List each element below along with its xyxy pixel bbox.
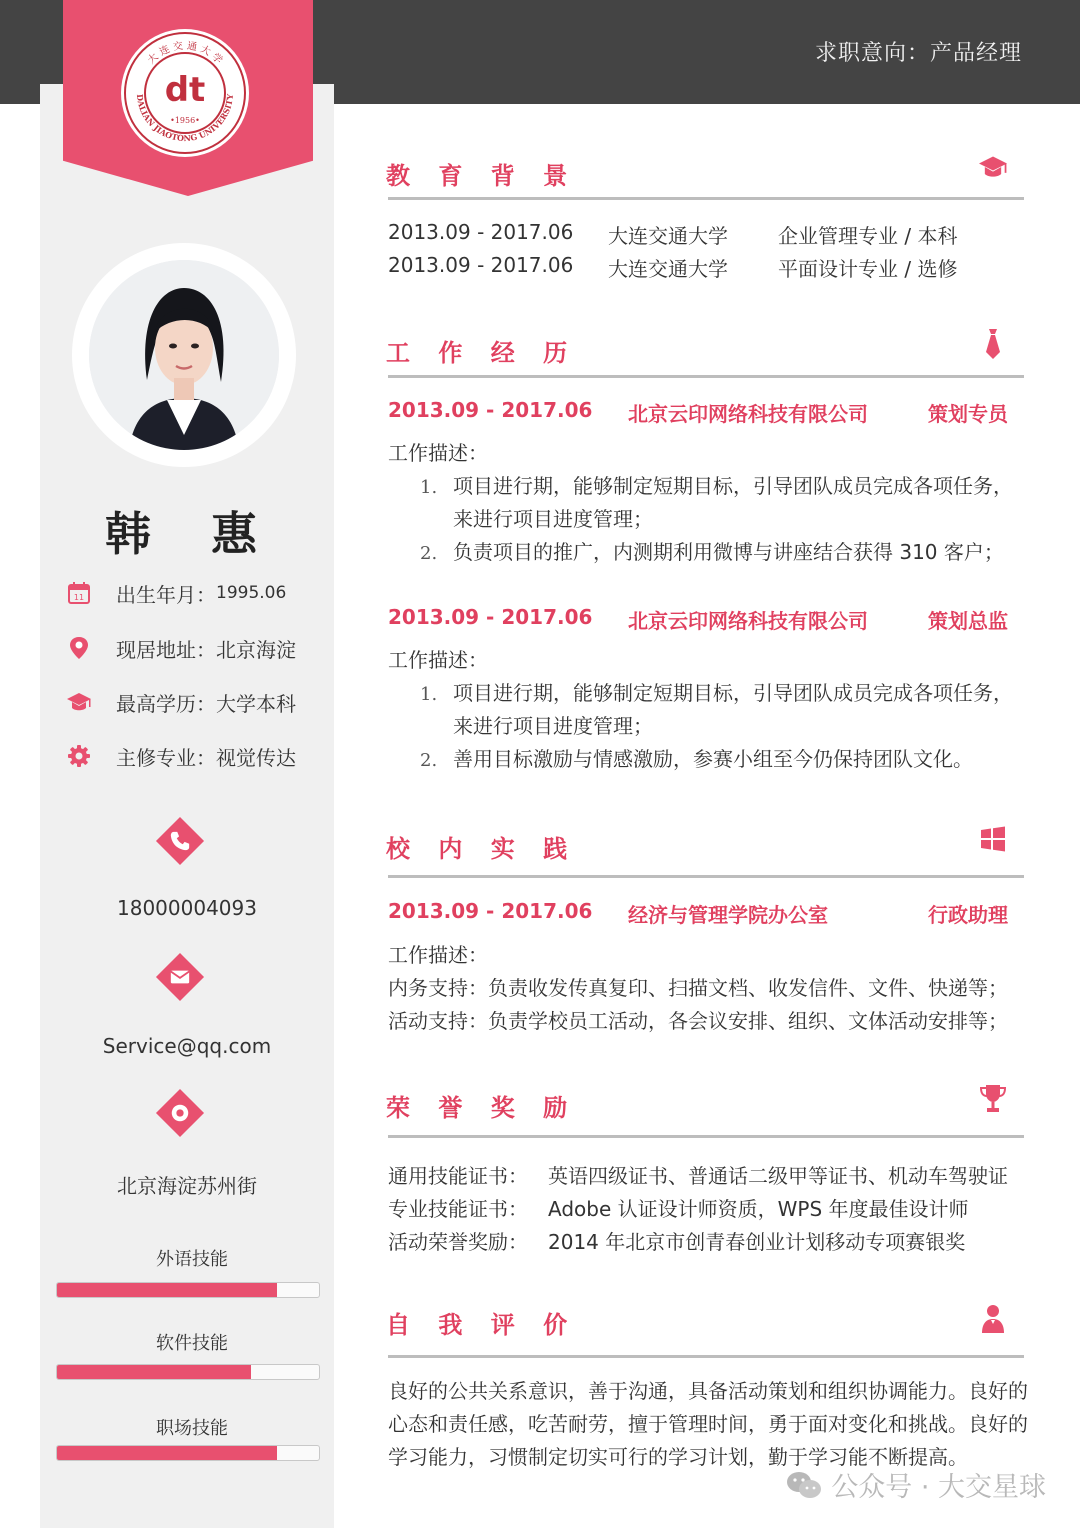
practice-desc-label: 工作描述： — [388, 943, 488, 967]
phone-number[interactable]: 18000004093 — [117, 896, 257, 920]
section-divider — [388, 1135, 1024, 1138]
list-number: 1. — [420, 684, 438, 705]
practice-date: 2013.09 - 2017.06 — [388, 899, 593, 923]
list-item — [420, 470, 1013, 531]
info-value: 1995.06 — [216, 583, 287, 603]
section-title-work: 工 作 经 历 — [386, 339, 578, 367]
windows-icon — [976, 822, 1010, 856]
list-text: 负责项目的推广，内测期利用微博与讲座结合获得 310 客户； — [453, 540, 1004, 564]
svg-text:11: 11 — [73, 593, 85, 602]
job-date: 2013.09 - 2017.06 — [388, 605, 593, 629]
university-logo — [121, 29, 249, 157]
logo-top-text: 大 连 交 通 大 学 — [145, 40, 225, 67]
job-date: 2013.09 - 2017.06 — [388, 398, 593, 422]
info-value: 视觉传达 — [216, 745, 296, 770]
honor-value: 2014 年北京市创青春创业计划移动专项赛银奖 — [548, 1230, 966, 1254]
list-text: 善用目标激励与情感激励，参赛小组至今仍保持团队文化。 — [453, 747, 973, 771]
user-icon — [976, 1302, 1010, 1336]
practice-org: 经济与管理学院办公室 — [628, 903, 828, 927]
info-label: 最高学历： — [116, 691, 216, 716]
watermark-text: 公众号 · 大交星球 — [831, 1472, 1046, 1503]
job-role: 策划总监 — [928, 609, 1008, 633]
practice-line: 活动支持：负责学校员工活动，各会议安排、组织、文体活动安排等； — [388, 1009, 1008, 1033]
edu-major: 平面设计专业 / 选修 — [778, 257, 958, 281]
job-desc-label: 工作描述： — [388, 441, 488, 465]
skill-bar-workplace — [56, 1445, 320, 1461]
skill-label: 职场技能 — [156, 1418, 228, 1439]
logo-english-text: DALIAN JIAOTONG UNIVERSITY — [134, 93, 236, 144]
practice-role: 行政助理 — [928, 903, 1008, 927]
info-value: 大学本科 — [216, 691, 296, 716]
location-icon — [155, 1088, 205, 1138]
edu-major: 企业管理专业 / 本科 — [778, 224, 958, 248]
necktie-icon — [976, 327, 1010, 361]
email-icon — [155, 952, 205, 1002]
wechat-icon — [785, 1470, 823, 1500]
job-intent: 求职意向：产品经理 — [814, 41, 1022, 66]
section-divider — [388, 1355, 1024, 1358]
watermark — [785, 1465, 1046, 1504]
self-eval-text: 良好的公共关系意识，善于沟通，具备活动策划和组织协调能力。良好的心态和责任感，吃苦耐劳，擅于管理时间，勇于面对变化和挑战。良好的学习能力，习惯制定切实可行的学习计划，勤于学习能不断提高。 — [388, 1379, 1028, 1469]
list-number: 2. — [420, 543, 438, 564]
info-label: 主修专业： — [116, 745, 216, 770]
info-label: 现居地址： — [116, 637, 216, 662]
section-title-practice: 校 内 实 践 — [386, 835, 578, 863]
honor-value: Adobe 认证设计师资质，WPS 年度最佳设计师 — [548, 1197, 969, 1221]
calendar-icon — [66, 580, 92, 606]
skill-label: 外语技能 — [156, 1249, 228, 1270]
skill-fill — [57, 1446, 277, 1460]
honor-label: 活动荣誉奖励： — [388, 1230, 528, 1254]
section-divider — [388, 375, 1024, 378]
info-birth — [66, 576, 286, 610]
candidate-name: 韩 惠 — [104, 507, 279, 561]
logo-monogram: dt — [164, 70, 206, 110]
phone-icon — [155, 816, 205, 866]
edu-date: 2013.09 - 2017.06 — [388, 220, 574, 244]
skill-bar-language — [56, 1282, 320, 1298]
info-address — [66, 631, 296, 665]
graduation-cap-icon — [66, 689, 92, 715]
list-item — [420, 743, 973, 777]
info-education — [66, 685, 296, 719]
section-divider — [388, 875, 1024, 878]
section-title-education: 教 育 背 景 — [386, 162, 578, 190]
skill-label: 软件技能 — [156, 1333, 228, 1354]
job-role: 策划专员 — [928, 402, 1008, 426]
job-company: 北京云印网络科技有限公司 — [628, 402, 868, 426]
list-text: 项目进行期，能够制定短期目标，引导团队成员完成各项任务，来进行项目进度管理； — [453, 474, 1013, 531]
section-title-honors: 荣 誉 奖 励 — [386, 1094, 578, 1122]
graduation-cap-icon — [976, 150, 1010, 184]
list-number: 1. — [420, 477, 438, 498]
skill-fill — [57, 1283, 277, 1297]
profile-photo — [89, 260, 279, 450]
info-value: 北京海淀 — [216, 637, 296, 662]
skill-bar-software — [56, 1364, 320, 1380]
email-address[interactable]: Service@qq.com — [102, 1034, 272, 1058]
edu-school: 大连交通大学 — [608, 257, 728, 281]
honor-value: 英语四级证书、普通话二级甲等证书、机动车驾驶证 — [548, 1164, 1008, 1188]
info-label: 出生年月： — [116, 582, 216, 607]
edu-date: 2013.09 - 2017.06 — [388, 253, 574, 277]
skill-fill — [57, 1365, 251, 1379]
logo-year: •1956• — [170, 116, 200, 125]
list-text: 项目进行期，能够制定短期目标，引导团队成员完成各项任务，来进行项目进度管理； — [453, 681, 1013, 738]
list-item — [420, 677, 1013, 738]
practice-line: 内务支持：负责收发传真复印、扫描文档、收发信件、文件、快递等； — [388, 976, 1008, 1000]
honor-label: 专业技能证书： — [388, 1197, 528, 1221]
honor-label: 通用技能证书： — [388, 1164, 528, 1188]
section-divider — [388, 197, 1024, 200]
job-desc-label: 工作描述： — [388, 648, 488, 672]
edu-school: 大连交通大学 — [608, 224, 728, 248]
info-major — [66, 739, 296, 773]
list-number: 2. — [420, 750, 438, 771]
location-pin-icon — [66, 635, 92, 661]
job-company: 北京云印网络科技有限公司 — [628, 609, 868, 633]
list-item — [420, 536, 1004, 570]
home-address: 北京海淀苏州街 — [117, 1174, 257, 1198]
section-title-self-eval: 自 我 评 价 — [386, 1311, 578, 1339]
trophy-icon — [976, 1082, 1010, 1116]
gear-icon — [66, 743, 92, 769]
